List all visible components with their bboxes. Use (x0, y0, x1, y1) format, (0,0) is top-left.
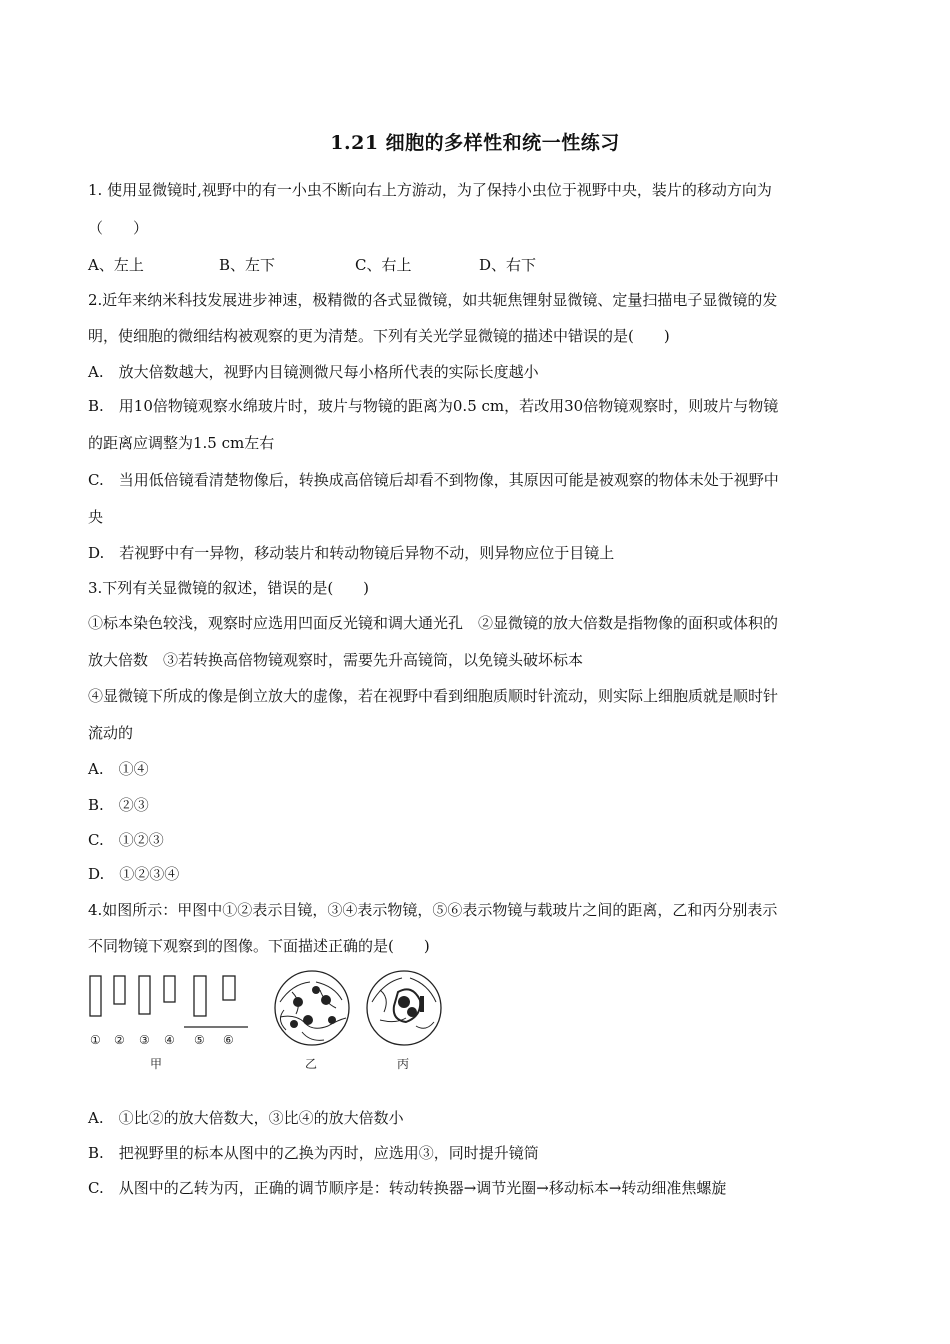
lens-5-distance-short (194, 976, 206, 1016)
q3-statement-4: 流动的 (88, 724, 134, 742)
q3-option-d: D. ①②③④ (88, 865, 180, 883)
label-jia: 甲 (150, 1057, 163, 1071)
label-4: ④ (164, 1033, 175, 1047)
label-2: ② (114, 1033, 125, 1047)
q3-option-c: C. ①②③ (88, 831, 164, 849)
lens-3-objective-long (139, 976, 150, 1014)
q2-option-b-line2: 的距离应调整为1.5 cm左右 (88, 434, 275, 452)
q2-stem-line1: 2.近年来纳米科技发展进步神速，极精微的各式显微镜，如共轭焦锂射显微镜、定量扫描电子显微镜的发 (88, 291, 778, 309)
label-5: ⑤ (194, 1033, 205, 1047)
label-bing: 丙 (397, 1057, 410, 1071)
q3-statement-1: ①标本染色较浅，观察时应选用凹面反光镜和调大通光孔 ②显微镜的放大倍数是指物像的面积或体积的 (88, 614, 779, 632)
label-6: ⑥ (223, 1033, 234, 1047)
lens-1-eyepiece-long (90, 976, 101, 1016)
q3-statement-2: 放大倍数 ③若转换高倍物镜观察时，需要先升高镜筒，以免镜头破坏标本 (88, 651, 584, 669)
lens-2-eyepiece-short (114, 976, 125, 1004)
q2-option-c-line1: C. 当用低倍镜看清楚物像后，转换成高倍镜后却看不到物像，其原因可能是被观察的物体未处于视野中 (88, 471, 779, 489)
q2-option-c-line2: 央 (88, 508, 104, 526)
microscope-figure (80, 962, 460, 1077)
q4-option-c: C. 从图中的乙转为丙，正确的调节顺序是：转动转换器→调节光圈→移动标本→转动细准焦螺旋 (88, 1179, 727, 1197)
q3-statement-3: ④显微镜下所成的像是倒立放大的虚像，若在视野中看到细胞质顺时针流动，则实际上细胞质就是顺时针 (88, 687, 779, 705)
lens-4-objective-short (164, 976, 175, 1002)
lens-6-distance-long (223, 976, 235, 1000)
q1-stem: 1. 使用显微镜时,视野中的有一小虫不断向右上方游动，为了保持小虫位于视野中央，装片的移动方向为 (88, 181, 772, 199)
q1-blank: （ ） (88, 219, 149, 237)
page-title: 1.21 细胞的多样性和统一性练习 (330, 132, 620, 154)
view-yi-circle (275, 971, 349, 1045)
q3-option-b: B. ②③ (88, 796, 149, 814)
q3-option-a: A. ①④ (88, 760, 149, 778)
q3-stem: 3.下列有关显微镜的叙述，错误的是( ) (88, 579, 370, 597)
q2-stem-line2: 明，使细胞的微细结构被观察的更为清楚。下列有关光学显微镜的描述中错误的是( ) (88, 327, 670, 345)
q1-option-c: C、右上 (355, 256, 412, 274)
q1-option-a: A、左上 (88, 256, 144, 274)
q2-option-d: D. 若视野中有一异物，移动装片和转动物镜后异物不动，则异物应位于目镜上 (88, 544, 615, 562)
q4-option-a: A. ①比②的放大倍数大，③比④的放大倍数小 (88, 1109, 404, 1127)
label-yi: 乙 (305, 1057, 318, 1071)
q4-stem-line2: 不同物镜下观察到的图像。下面描述正确的是( ) (88, 937, 430, 955)
label-3: ③ (139, 1033, 150, 1047)
q1-option-d: D、右下 (479, 256, 537, 274)
q4-option-b: B. 把视野里的标本从图中的乙换为丙时，应选用③，同时提升镜筒 (88, 1144, 539, 1162)
label-1: ① (90, 1033, 101, 1047)
q4-stem-line1: 4.如图所示：甲图中①②表示目镜，③④表示物镜，⑤⑥表示物镜与载玻片之间的距离，乙和丙分别表示 (88, 901, 778, 919)
q2-option-b-line1: B. 用10倍物镜观察水绵玻片时，玻片与物镜的距离为0.5 cm，若改用30倍物镜观察时，则玻片与物镜 (88, 397, 779, 415)
q2-option-a: A. 放大倍数越大，视野内目镜测微尺每小格所代表的实际长度越小 (88, 363, 539, 381)
q1-option-b: B、左下 (219, 256, 276, 274)
